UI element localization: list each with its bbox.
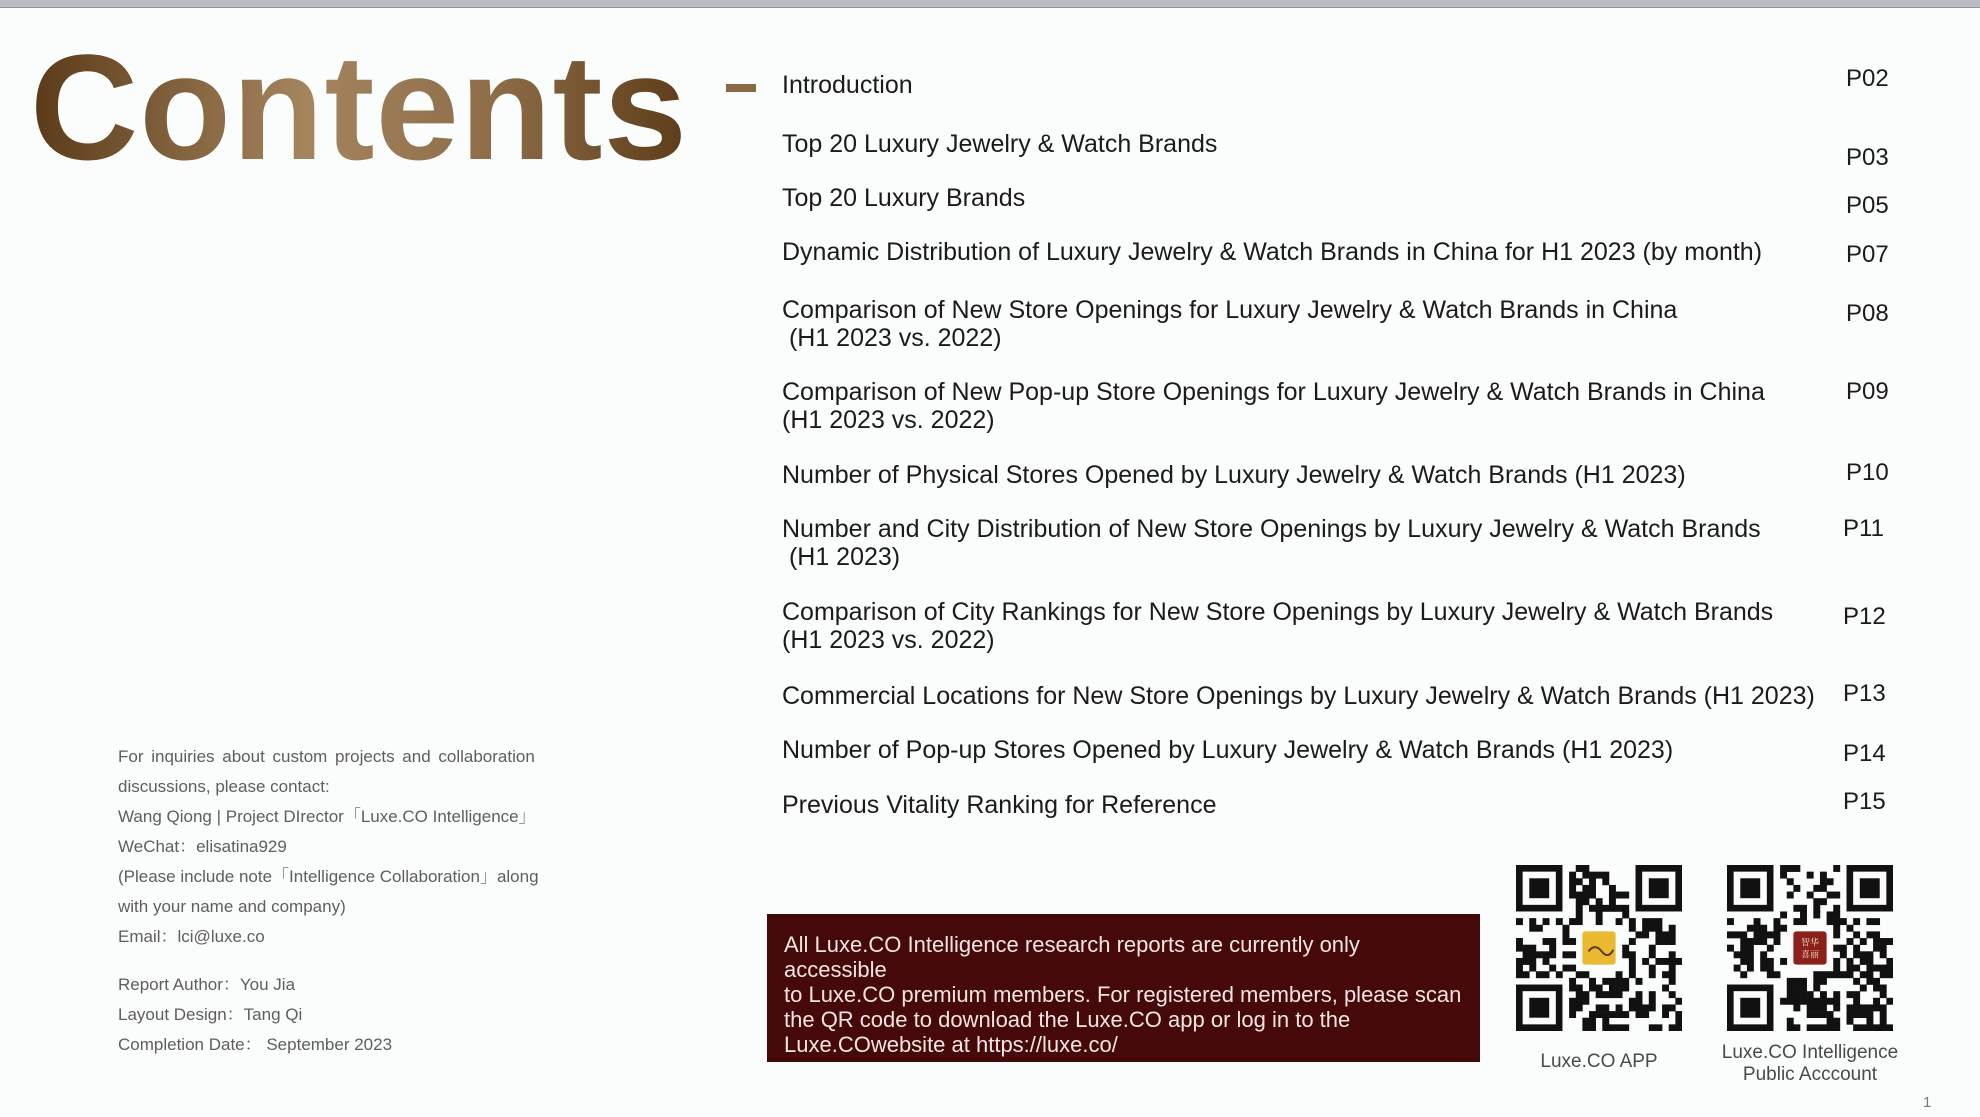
contact-line: For inquiries about custom projects and collaboration: [118, 747, 535, 766]
qr-logo-text: 智华: [1800, 938, 1820, 949]
toc-item-introduction[interactable]: Introduction: [782, 71, 913, 99]
toc-item-vitality-ranking[interactable]: Previous Vitality Ranking for Reference: [782, 791, 1217, 819]
qr-finder-pattern: [1847, 865, 1893, 911]
credit-date: Completion Date： September 2023: [118, 1035, 393, 1054]
qr-finder-pattern: [1636, 865, 1682, 911]
public-account-qr-label: Luxe.CO Intelligence Public Acccount: [1721, 1042, 1899, 1085]
toc-page-number: P13: [1843, 680, 1886, 707]
toc-page-number: P07: [1846, 241, 1889, 268]
top-rule: [0, 0, 1980, 8]
app-qr-code[interactable]: [1516, 865, 1682, 1031]
toc-page-number: P11: [1843, 515, 1884, 542]
notice-line[interactable]: Luxe.COwebsite at https://luxe.co/: [784, 1032, 1118, 1057]
contact-email[interactable]: Email：lci@luxe.co: [118, 927, 265, 946]
membership-notice: [767, 914, 1480, 1062]
page-title: Contents: [30, 23, 688, 191]
app-qr-label: Luxe.CO APP: [1540, 1051, 1658, 1072]
toc-item-top20-jewelry-watch[interactable]: Top 20 Luxury Jewelry & Watch Brands: [782, 130, 1218, 158]
contact-line: Wang Qiong | Project DIrector「Luxe.CO Intelligence」: [118, 807, 536, 826]
contact-wechat: WeChat：elisatina929: [118, 837, 287, 856]
qr-finder-pattern: [1516, 865, 1562, 911]
notice-line: All Luxe.CO Intelligence research reports are currently only accessible: [784, 932, 1360, 982]
toc-page-number: P05: [1846, 192, 1889, 219]
toc-item-city-rankings[interactable]: Comparison of City Rankings for New Store Openings by Luxury Jewelry & Watch Brands (H1 2023 vs. 2022): [782, 598, 1774, 654]
toc-item-physical-stores[interactable]: Number of Physical Stores Opened by Luxury Jewelry & Watch Brands (H1 2023): [782, 461, 1686, 489]
qr-logo-text: 喜丽: [1800, 950, 1820, 961]
credit-author: Report Author：You Jia: [118, 975, 296, 994]
toc-page-number: P15: [1843, 788, 1886, 815]
toc-page-number: P03: [1846, 144, 1889, 171]
toc-item-new-store-comparison[interactable]: Comparison of New Store Openings for Luxury Jewelry & Watch Brands in China (H1 2023 vs. 2022): [782, 296, 1678, 352]
toc-page-number: P10: [1846, 459, 1889, 486]
qr-finder-pattern: [1727, 985, 1773, 1031]
toc-item-top20-luxury[interactable]: Top 20 Luxury Brands: [782, 184, 1026, 212]
qr-finder-pattern: [1516, 985, 1562, 1031]
notice-line: to Luxe.CO premium members. For registered members, please scan: [784, 982, 1462, 1007]
title-dash: [726, 84, 756, 92]
toc-item-popup-comparison[interactable]: Comparison of New Pop-up Store Openings for Luxury Jewelry & Watch Brands in China (H1 2023 vs. 2022): [782, 378, 1765, 434]
toc-item-city-distribution[interactable]: Number and City Distribution of New Store Openings by Luxury Jewelry & Watch Brands (H1 2023): [782, 515, 1761, 571]
toc-page-number: P08: [1846, 300, 1889, 327]
toc-item-commercial-locations[interactable]: Commercial Locations for New Store Openings by Luxury Jewelry & Watch Brands (H1 2023): [782, 682, 1815, 710]
page-number: 1: [1923, 1094, 1932, 1111]
contact-line: discussions, please contact:: [118, 777, 330, 796]
toc-page-number: P02: [1846, 65, 1889, 92]
notice-line: the QR code to download the Luxe.CO app or log in to the: [784, 1007, 1351, 1032]
toc-page-number: P12: [1843, 603, 1886, 630]
contact-line: with your name and company): [118, 897, 346, 916]
toc-item-popup-stores[interactable]: Number of Pop-up Stores Opened by Luxury Jewelry & Watch Brands (H1 2023): [782, 736, 1674, 764]
toc-page-number: P09: [1846, 378, 1889, 405]
public-account-qr-code[interactable]: [1727, 865, 1893, 1031]
contact-line: (Please include note「Intelligence Collaboration」along: [118, 867, 539, 886]
toc-page-number: P14: [1843, 740, 1886, 767]
qr-finder-pattern: [1727, 865, 1773, 911]
credit-layout: Layout Design：Tang Qi: [118, 1005, 303, 1024]
toc-item-dynamic-distribution[interactable]: Dynamic Distribution of Luxury Jewelry & Watch Brands in China for H1 2023 (by month): [782, 238, 1763, 266]
contact-info: [118, 742, 543, 1060]
